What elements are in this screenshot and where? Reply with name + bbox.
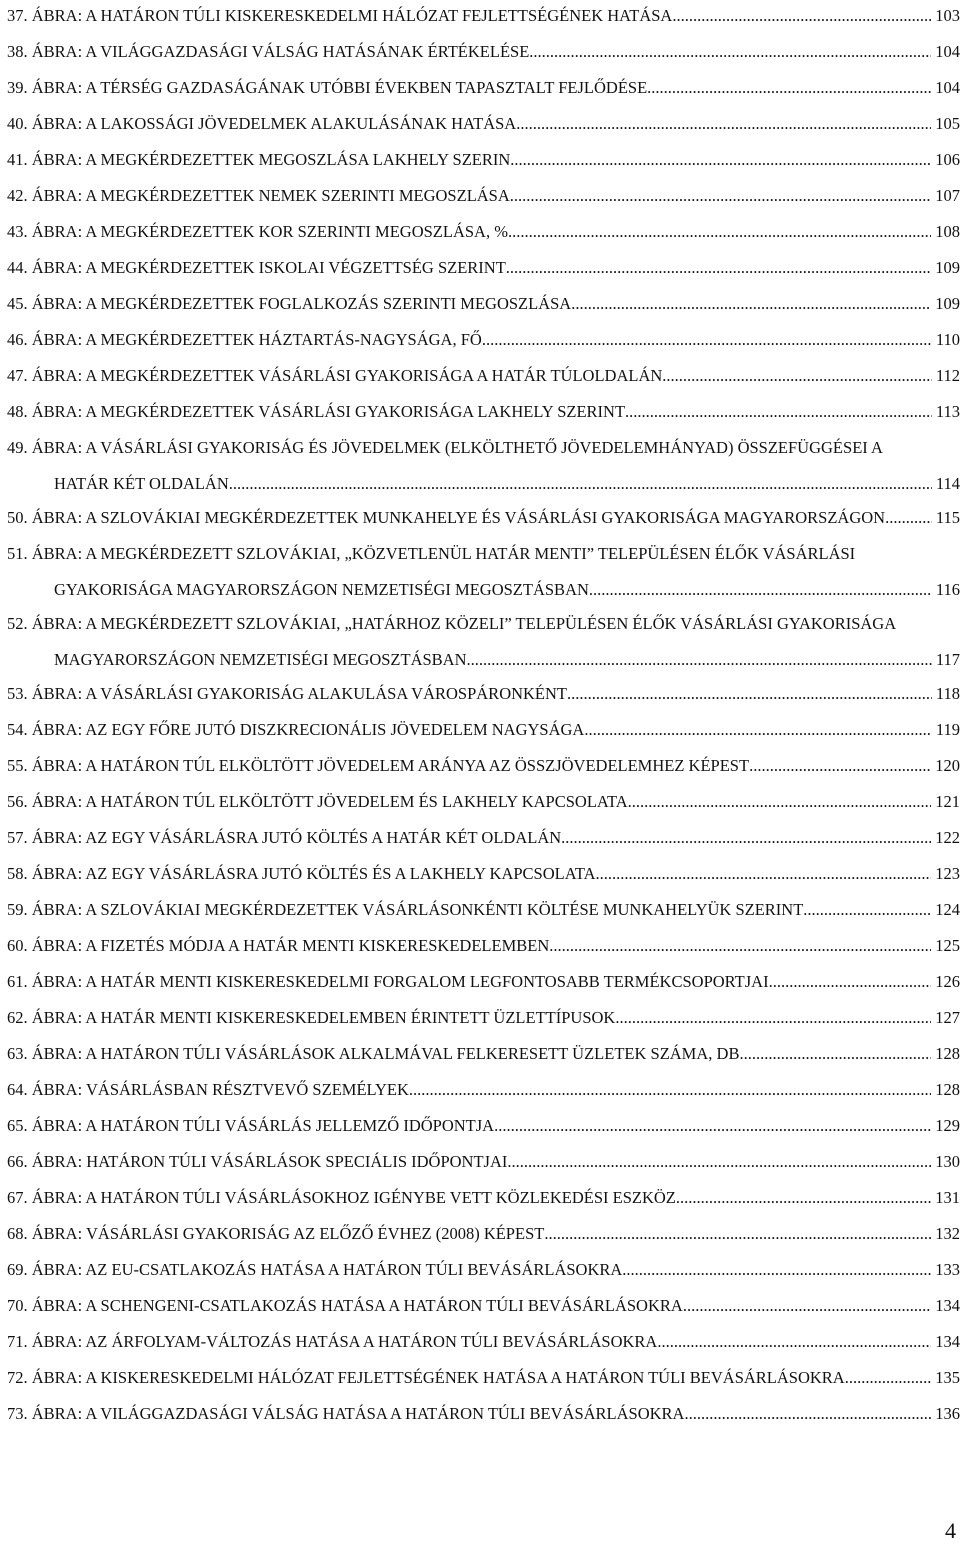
toc-entry-line: [7, 1398, 960, 1434]
page-reference: 124: [935, 900, 960, 919]
dot-leader: [508, 222, 931, 242]
figure-title: 46. ÁBRA: A MEGKÉRDEZETTEK HÁZTARTÁS-NAGYSÁGA, FŐ: [7, 330, 482, 349]
toc-entry[interactable]: [7, 216, 960, 252]
page-reference: 134: [935, 1332, 960, 1351]
page-reference: 133: [935, 1260, 960, 1279]
toc-entry-line: [7, 72, 960, 108]
toc-entry-line: [7, 108, 960, 144]
page-reference: 114: [935, 474, 960, 493]
dot-leader: [769, 972, 932, 992]
page-reference: 116: [935, 580, 960, 599]
toc-entry[interactable]: [7, 36, 960, 72]
toc-entry-continuation: [7, 642, 960, 678]
toc-entry-line: [7, 288, 960, 324]
figure-title: 39. ÁBRA: A TÉRSÉG GAZDASÁGÁNAK UTÓBBI ÉVEKBEN TAPASZTALT FEJLŐDÉSE: [7, 78, 648, 97]
toc-entry[interactable]: [7, 0, 960, 36]
toc-entry-line: [7, 1182, 960, 1218]
dot-leader: [596, 864, 932, 884]
page-reference: 104: [935, 78, 960, 97]
toc-entry[interactable]: [7, 1254, 960, 1290]
dot-leader: [571, 294, 931, 314]
toc-entry-line: [7, 786, 960, 822]
dot-leader: [589, 580, 932, 600]
figure-title: 61. ÁBRA: A HATÁR MENTI KISKERESKEDELMI FORGALOM LEGFONTOSABB TERMÉKCSOPORTJAI: [7, 972, 769, 991]
toc-entry[interactable]: [7, 180, 960, 216]
toc-entry[interactable]: [7, 678, 960, 714]
figure-title: 48. ÁBRA: A MEGKÉRDEZETTEK VÁSÁRLÁSI GYAKORISÁGA LAKHELY SZERINT: [7, 402, 626, 421]
dot-leader: [749, 756, 931, 776]
page-reference: 126: [935, 972, 960, 991]
toc-entry-line: [7, 1038, 960, 1074]
toc-entry[interactable]: [7, 1326, 960, 1362]
figure-title: 45. ÁBRA: A MEGKÉRDEZETTEK FOGLALKOZÁS SZERINTI MEGOSZLÁSA: [7, 294, 572, 313]
figure-title: 69. ÁBRA: AZ EU-CSATLAKOZÁS HATÁSA A HATÁRON TÚLI BEVÁSÁRLÁSOKRA: [7, 1260, 623, 1279]
dot-leader: [506, 258, 931, 278]
toc-entry-line: [7, 252, 960, 288]
dot-leader: [662, 366, 932, 386]
figure-title: 56. ÁBRA: A HATÁRON TÚL ELKÖLTÖTT JÖVEDELEM ÉS LAKHELY KAPCSOLATA: [7, 792, 628, 811]
toc-entry-line: [7, 360, 960, 396]
page-reference: 112: [935, 366, 960, 385]
dot-leader: [584, 720, 932, 740]
page-reference: 110: [935, 330, 960, 349]
toc-entry-line: [7, 36, 960, 72]
figure-title: 52. ÁBRA: A MEGKÉRDEZETT SZLOVÁKIAI, „HATÁRHOZ KÖZELI” TELEPÜLÉSEN ÉLŐK VÁSÁRLÁSI GYAKORISÁGA: [7, 614, 897, 633]
dot-leader: [229, 474, 932, 494]
dot-leader: [615, 1008, 931, 1028]
toc-entry[interactable]: [7, 108, 960, 144]
dot-leader: [467, 650, 932, 670]
figure-title: 42. ÁBRA: A MEGKÉRDEZETTEK NEMEK SZERINTI MEGOSZLÁSA: [7, 186, 510, 205]
toc-entry[interactable]: [7, 432, 960, 502]
dot-leader: [544, 1224, 931, 1244]
page-reference: 127: [935, 1008, 960, 1027]
figure-title: 65. ÁBRA: A HATÁRON TÚLI VÁSÁRLÁS JELLEMZŐ IDŐPONTJA: [7, 1116, 495, 1135]
figure-title-continued: MAGYARORSZÁGON NEMZETISÉGI MEGOSZTÁSBAN: [54, 650, 467, 669]
dot-leader: [482, 330, 932, 350]
figure-title: 66. ÁBRA: HATÁRON TÚLI VÁSÁRLÁSOK SPECIÁLIS IDŐPONTJAI: [7, 1152, 508, 1171]
figure-title: 59. ÁBRA: A SZLOVÁKIAI MEGKÉRDEZETTEK VÁSÁRLÁSONKÉNTI KÖLTÉSE MUNKAHELYÜK SZERINT: [7, 900, 804, 919]
figure-title: 55. ÁBRA: A HATÁRON TÚL ELKÖLTÖTT JÖVEDELEM ARÁNYA AZ ÖSSZJÖVEDELEMHEZ KÉPEST: [7, 756, 750, 775]
dot-leader: [561, 828, 931, 848]
figure-title-continued: HATÁR KÉT OLDALÁN: [54, 474, 229, 493]
toc-entry[interactable]: [7, 786, 960, 822]
toc-entry[interactable]: [7, 1110, 960, 1146]
toc-entry[interactable]: [7, 252, 960, 288]
page-reference: 122: [935, 828, 960, 847]
toc-entry-line: [7, 538, 960, 572]
toc-entry[interactable]: [7, 360, 960, 396]
toc-entry[interactable]: [7, 930, 960, 966]
page-reference: 125: [935, 936, 960, 955]
dot-leader: [683, 1296, 931, 1316]
page-reference: 135: [935, 1368, 960, 1387]
toc-entry-line: [7, 714, 960, 750]
page-reference: 129: [935, 1116, 960, 1135]
toc-entry-line: [7, 396, 960, 432]
toc-entry-line: [7, 894, 960, 930]
toc-entry[interactable]: [7, 822, 960, 858]
figure-title: 72. ÁBRA: A KISKERESKEDELMI HÁLÓZAT FEJLETTSÉGÉNEK HATÁSA A HATÁRON TÚLI BEVÁSÁRLÁSOKRA: [7, 1368, 845, 1387]
dot-leader: [803, 900, 931, 920]
list-of-figures: [7, 0, 960, 1434]
figure-title: 67. ÁBRA: A HATÁRON TÚLI VÁSÁRLÁSOKHOZ IGÉNYBE VETT KÖZLEKEDÉSI ESZKÖZ: [7, 1188, 676, 1207]
page-reference: 136: [935, 1404, 960, 1423]
toc-entry-line: [7, 678, 960, 714]
page-reference: 108: [935, 222, 960, 241]
toc-entry-line: [7, 750, 960, 786]
dot-leader: [529, 42, 931, 62]
figure-title: 37. ÁBRA: A HATÁRON TÚLI KISKERESKEDELMI HÁLÓZAT FEJLETTSÉGÉNEK HATÁSA: [7, 6, 673, 25]
dot-leader: [676, 1188, 931, 1208]
dot-leader: [739, 1044, 931, 1064]
dot-leader: [507, 1152, 931, 1172]
page-reference: 109: [935, 294, 960, 313]
toc-entry[interactable]: [7, 858, 960, 894]
toc-entry-line: [7, 324, 960, 360]
page-reference: 128: [935, 1080, 960, 1099]
toc-entry-line: [7, 1218, 960, 1254]
dot-leader: [549, 936, 931, 956]
toc-entry[interactable]: [7, 1182, 960, 1218]
toc-entry[interactable]: [7, 1002, 960, 1038]
figure-title: 68. ÁBRA: VÁSÁRLÁSI GYAKORISÁG AZ ELŐZŐ ÉVHEZ (2008) KÉPEST: [7, 1224, 545, 1243]
toc-entry[interactable]: [7, 1362, 960, 1398]
figure-title: 73. ÁBRA: A VILÁGGAZDASÁGI VÁLSÁG HATÁSA A HATÁRON TÚLI BEVÁSÁRLÁSOKRA: [7, 1404, 685, 1423]
figure-title: 64. ÁBRA: VÁSÁRLÁSBAN RÉSZTVEVŐ SZEMÉLYEK: [7, 1080, 409, 1099]
figure-title: 40. ÁBRA: A LAKOSSÁGI JÖVEDELMEK ALAKULÁSÁNAK HATÁSA: [7, 114, 517, 133]
toc-entry-line: [7, 432, 960, 466]
page-reference: 117: [935, 650, 960, 669]
figure-title: 41. ÁBRA: A MEGKÉRDEZETTEK MEGOSZLÁSA LAKHELY SZERIN: [7, 150, 511, 169]
toc-entry[interactable]: [7, 750, 960, 786]
figure-title: 53. ÁBRA: A VÁSÁRLÁSI GYAKORISÁG ALAKULÁSA VÁROSPÁRONKÉNT: [7, 684, 568, 703]
dot-leader: [516, 114, 931, 134]
toc-entry-line: [7, 0, 960, 36]
dot-leader: [622, 1260, 931, 1280]
page-reference: 105: [935, 114, 960, 133]
toc-entry-line: [7, 216, 960, 252]
dot-leader: [657, 1332, 931, 1352]
toc-entry-line: [7, 966, 960, 1002]
toc-entry[interactable]: [7, 894, 960, 930]
toc-entry[interactable]: [7, 608, 960, 678]
figure-title: 51. ÁBRA: A MEGKÉRDEZETT SZLOVÁKIAI, „KÖZVETLENÜL HATÁR MENTI” TELEPÜLÉSEN ÉLŐK VÁSÁRLÁSI: [7, 544, 856, 563]
dot-leader: [510, 186, 931, 206]
toc-entry[interactable]: [7, 1038, 960, 1074]
toc-entry-line: [7, 822, 960, 858]
toc-entry[interactable]: [7, 1218, 960, 1254]
page-reference: 131: [935, 1188, 960, 1207]
toc-entry[interactable]: [7, 72, 960, 108]
page-reference: 130: [935, 1152, 960, 1171]
toc-entry-line: [7, 608, 960, 642]
dot-leader: [409, 1080, 931, 1100]
page-reference: 106: [935, 150, 960, 169]
figure-title: 63. ÁBRA: A HATÁRON TÚLI VÁSÁRLÁSOK ALKALMÁVAL FELKERESETT ÜZLETEK SZÁMA, DB: [7, 1044, 740, 1063]
figure-title: 58. ÁBRA: AZ EGY VÁSÁRLÁSRA JUTÓ KÖLTÉS ÉS A LAKHELY KAPCSOLATA: [7, 864, 596, 883]
toc-entry[interactable]: [7, 538, 960, 608]
toc-entry[interactable]: [7, 966, 960, 1002]
figure-title-continued: GYAKORISÁGA MAGYARORSZÁGON NEMZETISÉGI MEGOSZTÁSBAN: [54, 580, 589, 599]
toc-entry-line: [7, 1110, 960, 1146]
toc-entry-line: [7, 1074, 960, 1110]
dot-leader: [647, 78, 931, 98]
figure-title: 54. ÁBRA: AZ EGY FŐRE JUTÓ DISZKRECIONÁLIS JÖVEDELEM NAGYSÁGA: [7, 720, 585, 739]
toc-entry-line: [7, 180, 960, 216]
page-reference: 121: [935, 792, 960, 811]
toc-entry[interactable]: [7, 144, 960, 180]
toc-entry-line: [7, 502, 960, 538]
page-number: 4: [945, 1518, 956, 1543]
page-reference: 134: [935, 1296, 960, 1315]
dot-leader: [845, 1368, 932, 1388]
toc-entry[interactable]: [7, 1290, 960, 1326]
figure-title: 70. ÁBRA: A SCHENGENI-CSATLAKOZÁS HATÁSA A HATÁRON TÚLI BEVÁSÁRLÁSOKRA: [7, 1296, 683, 1315]
toc-entry-line: [7, 1362, 960, 1398]
figure-title: 49. ÁBRA: A VÁSÁRLÁSI GYAKORISÁG ÉS JÖVEDELMEK (ELKÖLTHETŐ JÖVEDELEMHÁNYAD) ÖSSZEFÜGGÉSEI A: [7, 438, 883, 457]
toc-entry-line: [7, 1146, 960, 1182]
dot-leader: [684, 1404, 931, 1424]
page-reference: 120: [935, 756, 960, 775]
figure-title: 62. ÁBRA: A HATÁR MENTI KISKERESKEDELEMBEN ÉRINTETT ÜZLETTÍPUSOK: [7, 1008, 616, 1027]
dot-leader: [628, 792, 932, 812]
toc-entry[interactable]: [7, 1146, 960, 1182]
dot-leader: [494, 1116, 931, 1136]
page-reference: 104: [935, 42, 960, 61]
toc-entry[interactable]: [7, 324, 960, 360]
figure-title: 60. ÁBRA: A FIZETÉS MÓDJA A HATÁR MENTI KISKERESKEDELEMBEN: [7, 936, 550, 955]
figure-title: 71. ÁBRA: AZ ÁRFOLYAM-VÁLTOZÁS HATÁSA A HATÁRON TÚLI BEVÁSÁRLÁSOKRA: [7, 1332, 658, 1351]
figure-title: 38. ÁBRA: A VILÁGGAZDASÁGI VÁLSÁG HATÁSÁNAK ÉRTÉKELÉSE: [7, 42, 530, 61]
page-reference: 132: [935, 1224, 960, 1243]
dot-leader: [672, 6, 931, 26]
page-reference: 118: [935, 684, 960, 703]
toc-entry[interactable]: [7, 714, 960, 750]
page-reference: 109: [935, 258, 960, 277]
figure-title: 50. ÁBRA: A SZLOVÁKIAI MEGKÉRDEZETTEK MUNKAHELYE ÉS VÁSÁRLÁSI GYAKORISÁGA MAGYARORSZÁGON: [7, 508, 886, 527]
figure-title: 57. ÁBRA: AZ EGY VÁSÁRLÁSRA JUTÓ KÖLTÉS A HATÁR KÉT OLDALÁN: [7, 828, 562, 847]
figure-title: 47. ÁBRA: A MEGKÉRDEZETTEK VÁSÁRLÁSI GYAKORISÁGA A HATÁR TÚLOLDALÁN: [7, 366, 663, 385]
toc-entry[interactable]: [7, 502, 960, 538]
dot-leader: [885, 508, 932, 528]
toc-entry-line: [7, 1002, 960, 1038]
toc-entry[interactable]: [7, 1398, 960, 1434]
toc-entry-continuation: [7, 466, 960, 502]
toc-entry-line: [7, 858, 960, 894]
toc-entry-continuation: [7, 572, 960, 608]
toc-entry[interactable]: [7, 1074, 960, 1110]
page-reference: 107: [935, 186, 960, 205]
toc-entry-line: [7, 930, 960, 966]
figure-title: 44. ÁBRA: A MEGKÉRDEZETTEK ISKOLAI VÉGZETTSÉG SZERINT: [7, 258, 506, 277]
toc-entry-line: [7, 1290, 960, 1326]
page-reference: 123: [935, 864, 960, 883]
figure-title: 43. ÁBRA: A MEGKÉRDEZETTEK KOR SZERINTI MEGOSZLÁSA, %: [7, 222, 508, 241]
page-reference: 103: [935, 6, 960, 25]
page-reference: 128: [935, 1044, 960, 1063]
page-reference: 113: [935, 402, 960, 421]
page-reference: 119: [935, 720, 960, 739]
toc-entry-line: [7, 1254, 960, 1290]
toc-entry-line: [7, 1326, 960, 1362]
dot-leader: [510, 150, 931, 170]
toc-entry-line: [7, 144, 960, 180]
toc-entry[interactable]: [7, 288, 960, 324]
page-reference: 115: [935, 508, 960, 527]
toc-entry[interactable]: [7, 396, 960, 432]
dot-leader: [567, 684, 932, 704]
dot-leader: [625, 402, 932, 422]
